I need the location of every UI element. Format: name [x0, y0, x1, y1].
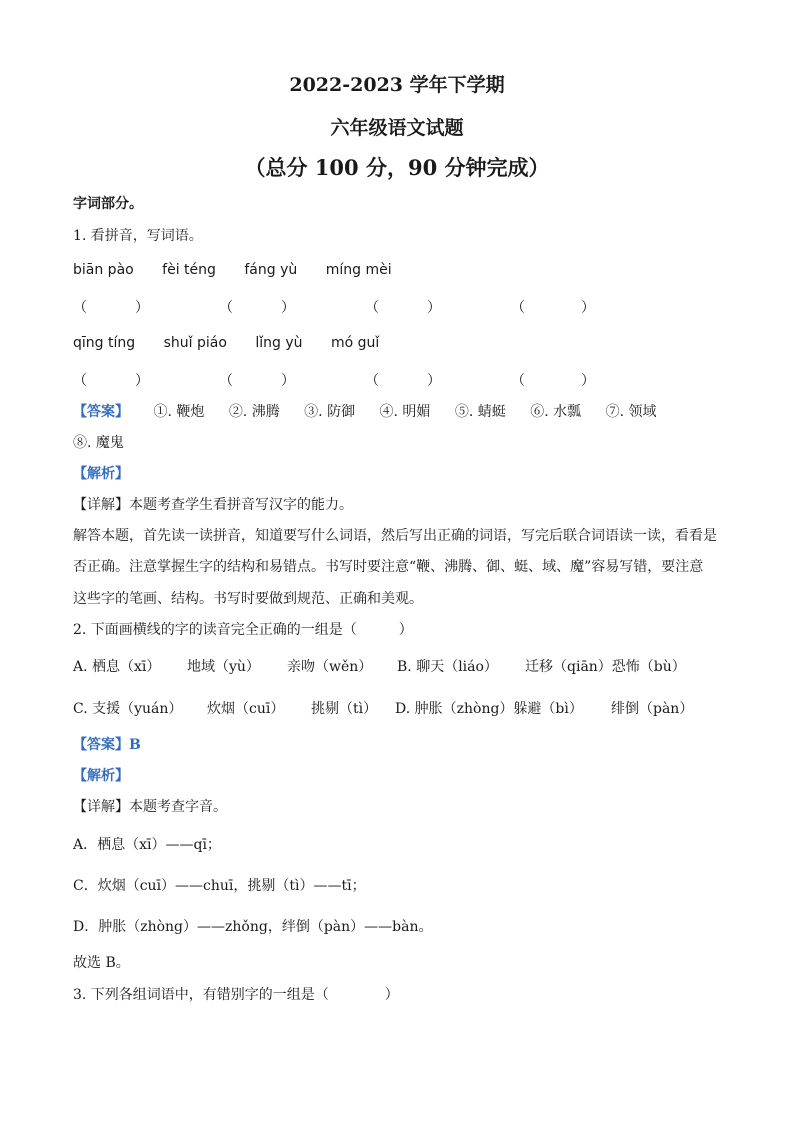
pinyin-item: míng mèi [325, 262, 392, 278]
doc-title-year: 2022-2023 学年下学期 [289, 74, 505, 96]
q2-line-a: A．栖息（xī）——qī； [73, 837, 221, 853]
q3-prompt: 3. 下列各组词语中，有错别字的一组是（ ） [73, 987, 399, 1003]
pinyin-item: shuǐ piáo [163, 335, 227, 351]
option-c-word1[interactable]: C. 支援（yuán） [73, 701, 183, 717]
option-c-word3[interactable]: 挑剔（tì） [311, 701, 378, 717]
answer-blank[interactable]: （ ） [365, 373, 441, 389]
answer-item: ①. 鞭炮 [153, 404, 205, 420]
option-a-word3[interactable]: 亲吻（wěn） [287, 659, 373, 675]
answer-blank[interactable]: （ ） [219, 300, 295, 316]
option-b-word1[interactable]: B. 聊天（liáo） [397, 659, 498, 675]
q1-detail: 【详解】本题考查学生看拼音写汉字的能力。 [73, 497, 353, 513]
q1-answer [73, 401, 677, 421]
q2-options-row1 [73, 656, 686, 676]
answer-blank[interactable]: （ ） [73, 373, 149, 389]
q1-blank-row1 [73, 297, 657, 317]
doc-title-subject: 六年级语文试题 [330, 117, 464, 139]
q2-options-row2 [73, 698, 693, 718]
answer-blank[interactable]: （ ） [73, 300, 149, 316]
q2-line-c: C．炊烟（cuī）——chuī，挑剔（tì）——tī； [73, 878, 366, 894]
q1-para3: 这些字的笔画、结构。书写时要做到规范、正确和美观。 [73, 591, 423, 607]
section-heading: 字词部分。 [73, 196, 143, 212]
q1-prompt: 1. 看拼音，写词语。 [73, 228, 203, 244]
q2-detail: 【详解】本题考查字音。 [73, 799, 227, 815]
q2-analysis-label: 【解析】 [73, 768, 129, 784]
answer-blank[interactable]: （ ） [365, 300, 441, 316]
q1-analysis-label: 【解析】 [73, 466, 129, 482]
answer-blank[interactable]: （ ） [219, 373, 295, 389]
option-d-word3[interactable]: 绯倒（pàn） [611, 701, 694, 717]
answer-blank[interactable]: （ ） [511, 373, 595, 389]
q1-pinyin-row2 [73, 335, 403, 351]
answer-item: ④. 明媚 [379, 404, 431, 420]
q2-line-d: D．肿胀（zhòng）——zhǒng，绊倒（pàn）——bàn。 [73, 919, 433, 935]
option-a-word2[interactable]: 地域（yù） [187, 659, 260, 675]
pinyin-item: fèi téng [162, 262, 216, 278]
answer-item: ③. 防御 [304, 404, 356, 420]
answer-item: ⑦. 领域 [605, 404, 657, 420]
q1-pinyin-row1 [73, 262, 416, 278]
answer-item: ⑤. 蜻蜓 [454, 404, 506, 420]
pinyin-item: lǐng yù [255, 335, 303, 351]
q1-para2: 否正确。注意掌握生字的结构和易错点。书写时要注意“鞭、沸腾、御、蜓、域、魔”容易写错，要注意 [73, 559, 704, 575]
q2-conclusion: 故选 B。 [73, 955, 130, 971]
q1-blank-row2 [73, 370, 657, 390]
answer-item: ②. 沸腾 [228, 404, 280, 420]
answer-item: ⑥. 水瓢 [530, 404, 582, 420]
q1-para1: 解答本题，首先读一读拼音，知道要写什么词语，然后写出正确的词语，写完后联合词语读一读，看看是 [73, 528, 717, 544]
option-b-words[interactable]: 迁移（qiān）恐怖（bù） [525, 659, 686, 675]
pinyin-item: qīng tíng [73, 335, 136, 351]
q2-answer: 【答案】B [73, 737, 141, 753]
option-a-word1[interactable]: A. 栖息（xī） [73, 659, 161, 675]
q1-answer-last: ⑧. 魔鬼 [73, 435, 124, 451]
pinyin-item: biān pào [73, 262, 134, 278]
pinyin-item: fáng yù [244, 262, 298, 278]
pinyin-item: mó guǐ [330, 335, 380, 351]
answer-label: 【答案】 [73, 404, 129, 420]
answer-blank[interactable]: （ ） [511, 300, 595, 316]
option-d-words[interactable]: D. 肿胀（zhòng）躲避（bì） [395, 701, 583, 717]
option-c-word2[interactable]: 炊烟（cuī） [207, 701, 285, 717]
q2-prompt: 2. 下面画横线的字的读音完全正确的一组是（ ） [73, 622, 413, 638]
doc-title-score: （总分 100 分，90 分钟完成） [244, 155, 550, 180]
